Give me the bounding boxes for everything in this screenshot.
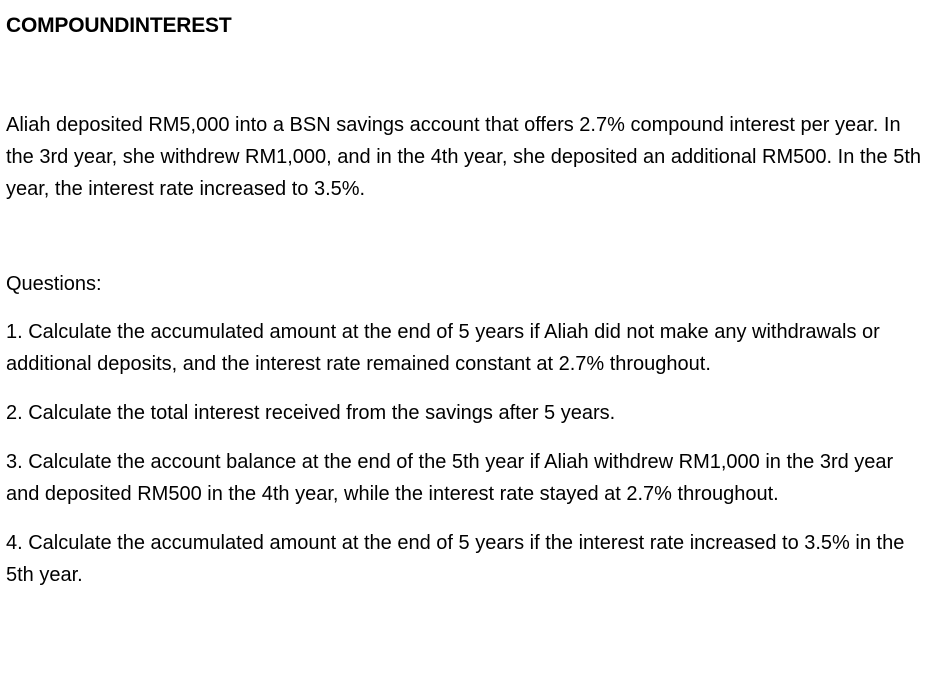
- questions-heading: Questions:: [6, 273, 102, 295]
- question-list: [6, 316, 931, 608]
- question-item: 3. Calculate the account balance at the end of the 5th year if Aliah withdrew RM1,000 in the 3rd year and deposited RM500 in the 4th year, while the interest rate stayed at 2.7% throughout.: [6, 451, 894, 505]
- question-item: 2. Calculate the total interest received from the savings after 5 years.: [6, 402, 616, 424]
- problem-statement: Aliah deposited RM5,000 into a BSN savings account that offers 2.7% compound interest per year. In the 3rd year, she withdrew RM1,000, and in the 4th year, she deposited an additional RM500. In the 5th year, the interest rate increased to 3.5%.: [6, 114, 922, 200]
- document-title: COMPOUNDINTEREST: [6, 14, 232, 37]
- question-item: 1. Calculate the accumulated amount at the end of 5 years if Aliah did not make any withdrawals or additional deposits, and the interest rate remained constant at 2.7% throughout.: [6, 321, 880, 375]
- question-item: 4. Calculate the accumulated amount at the end of 5 years if the interest rate increased to 3.5% in the 5th year.: [6, 532, 905, 586]
